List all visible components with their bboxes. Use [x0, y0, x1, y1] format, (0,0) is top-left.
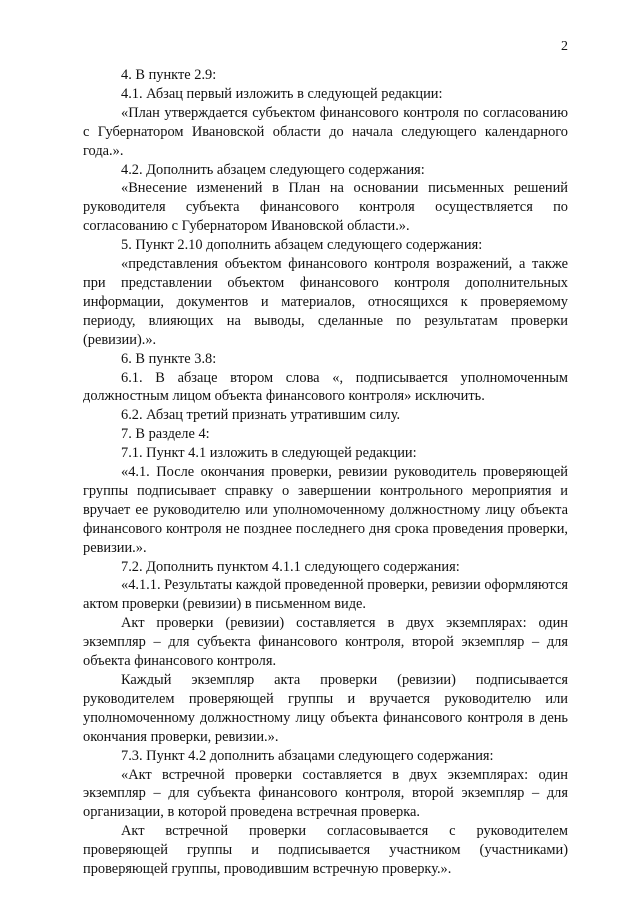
- paragraph: Каждый экземпляр акта проверки (ревизии) подписывается руководителем проверяющей группы и вручается руководителю или уполномоченному должностному лицу объекта финансового контроля в день окончания проверки, ревизии.».: [83, 672, 568, 745]
- paragraph: «Внесение изменений в План на основании письменных решений руководителя субъекта финансового контроля осуществляется по согласованию с Губернатором Ивановской области.».: [83, 180, 568, 235]
- paragraph: «представления объектом финансового контроля возражений, а также при представлении объектом финансового контроля дополнительных информации, документов и материалов, относящихся к проверяемому периоду, влияющих на выводы, сделанные по результатам проверки (ревизии).».: [83, 256, 568, 348]
- paragraph: Акт проверки (ревизии) составляется в двух экземплярах: один экземпляр – для субъекта финансового контроля, второй экземпляр – для объекта финансового контроля.: [83, 615, 568, 670]
- paragraph: 4. В пункте 2.9:: [121, 67, 217, 83]
- paragraph: 6.1. В абзаце втором слова «, подписывается уполномоченным должностным лицом объекта финансового контроля» исключить.: [83, 369, 568, 405]
- paragraph: 6. В пункте 3.8:: [121, 350, 217, 367]
- paragraph: 5. Пункт 2.10 дополнить абзацем следующего содержания:: [121, 237, 483, 254]
- paragraph: 6.2. Абзац третий признать утратившим силу.: [121, 407, 401, 424]
- paragraph: «Акт встречной проверки составляется в двух экземплярах: один экземпляр – для субъекта финансового контроля, второй экземпляр – для организации, в которой проведена встречная проверка.: [83, 766, 568, 821]
- paragraph: 7.2. Дополнить пунктом 4.1.1 следующего содержания:: [121, 558, 460, 575]
- paragraph: 7.1. Пункт 4.1 изложить в следующей редакции:: [121, 445, 417, 462]
- paragraph: 7.3. Пункт 4.2 дополнить абзацами следующего содержания:: [121, 747, 494, 764]
- document-body: [83, 66, 568, 879]
- paragraph: «4.1. После окончания проверки, ревизии руководитель проверяющей группы подписывает справку о завершении контрольного мероприятия и вручает ее руководителю или уполномоченному должностному лицу объекта финансового контроля не позднее последнего дня срока проведения проверки, ревизии.».: [83, 464, 568, 556]
- paragraph: 4.1. Абзац первый изложить в следующей редакции:: [121, 85, 443, 102]
- paragraph: «4.1.1. Результаты каждой проведенной проверки, ревизии оформляются актом проверки (ревизии) в письменном виде.: [83, 577, 568, 613]
- paragraph: «План утверждается субъектом финансового контроля по согласованию с Губернатором Ивановской области до начала следующего календарного года.».: [83, 104, 568, 159]
- paragraph: 7. В разделе 4:: [121, 426, 210, 443]
- paragraph: 4.2. Дополнить абзацем следующего содержания:: [121, 161, 425, 178]
- page-number: 2: [561, 39, 568, 54]
- paragraph: Акт встречной проверки согласовывается с руководителем проверяющей группы и подписывается участником (участниками) проверяющей группы, проводившим встречную проверку.».: [83, 823, 568, 878]
